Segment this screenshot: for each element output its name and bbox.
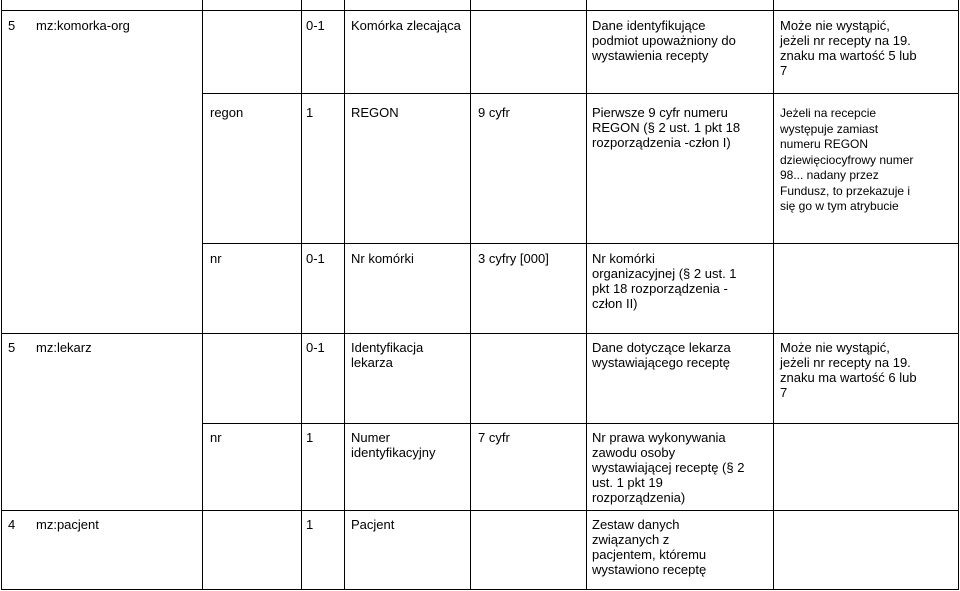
description-cell: Nr komórki organizacyjnej (§ 2 ust. 1 pkt 18 rozporządzenia -człon II) bbox=[592, 251, 737, 311]
grid-line bbox=[773, 10, 774, 93]
level-cell: 4 bbox=[8, 517, 16, 532]
grid-line bbox=[301, 333, 302, 423]
format-cell: 7 cyfr bbox=[478, 430, 510, 445]
grid-line bbox=[202, 423, 959, 424]
grid-line bbox=[301, 93, 302, 333]
grid-line bbox=[586, 423, 587, 510]
grid-line bbox=[1, 333, 959, 334]
grid-line bbox=[301, 0, 302, 10]
grid-line bbox=[470, 423, 471, 510]
format-cell: 3 cyfry [000] bbox=[478, 251, 549, 266]
grid-line bbox=[1, 10, 2, 590]
grid-line bbox=[202, 93, 959, 94]
grid-line bbox=[202, 510, 203, 590]
grid-line bbox=[1, 589, 959, 590]
grid-line bbox=[344, 423, 345, 510]
element-name-cell: nr bbox=[210, 251, 222, 266]
multiplicity-cell: 0-1 bbox=[306, 340, 325, 355]
note-cell: Może nie wystąpić, jeżeli nr recepty na 19. znaku ma wartość 5 lub 7 bbox=[780, 18, 917, 78]
grid-line bbox=[202, 423, 203, 510]
grid-line bbox=[344, 0, 345, 10]
label-cell: Numer identyfikacyjny bbox=[351, 430, 436, 460]
grid-line bbox=[958, 0, 959, 10]
grid-line bbox=[1, 0, 2, 10]
multiplicity-cell: 0-1 bbox=[306, 251, 325, 266]
description-cell: Pierwsze 9 cyfr numeru REGON (§ 2 ust. 1 pkt 18 rozporządzenia -człon I) bbox=[592, 105, 741, 150]
label-cell: Pacjent bbox=[351, 517, 395, 532]
grid-line bbox=[202, 10, 203, 93]
label-cell: REGON bbox=[351, 105, 399, 120]
grid-line bbox=[773, 93, 774, 333]
description-cell: Nr prawa wykonywania zawodu osoby wystawiającej receptę (§ 2 ust. 1 pkt 19 rozporządzenia) bbox=[592, 430, 745, 505]
element-name-cell: mz:komorka-org bbox=[36, 18, 130, 33]
grid-line bbox=[470, 333, 471, 423]
level-cell: 5 bbox=[8, 18, 16, 33]
multiplicity-cell: 0-1 bbox=[306, 18, 325, 33]
level-cell: 5 bbox=[8, 340, 16, 355]
grid-line bbox=[1, 10, 959, 11]
grid-line bbox=[344, 93, 345, 333]
grid-line bbox=[202, 93, 203, 333]
grid-line bbox=[1, 510, 959, 511]
description-cell: Zestaw danych związanych z pacjentem, któremu wystawiono receptę bbox=[592, 517, 707, 577]
grid-line bbox=[202, 243, 959, 244]
grid-line bbox=[344, 333, 345, 423]
element-name-cell: nr bbox=[210, 430, 222, 445]
multiplicity-cell: 1 bbox=[306, 430, 314, 445]
grid-line bbox=[301, 10, 302, 93]
grid-line bbox=[773, 333, 774, 423]
grid-line bbox=[773, 423, 774, 510]
note-cell: Jeżeli na recepcie występuje zamiast numeru REGON dziewięciocyfrowy numer 98... nadany przez Fundusz, to przekazuje i się go w tym atrybucie bbox=[780, 106, 914, 213]
label-cell: Identyfikacja lekarza bbox=[351, 340, 424, 370]
element-name-cell: mz:pacjent bbox=[36, 517, 99, 532]
grid-line bbox=[470, 510, 471, 590]
grid-line bbox=[344, 510, 345, 590]
label-cell: Komórka zlecająca bbox=[351, 18, 461, 33]
multiplicity-cell: 1 bbox=[306, 517, 314, 532]
grid-line bbox=[586, 0, 587, 10]
grid-line bbox=[773, 510, 774, 590]
grid-line bbox=[586, 333, 587, 423]
grid-line bbox=[773, 0, 774, 10]
grid-line bbox=[301, 423, 302, 510]
label-cell: Nr komórki bbox=[351, 251, 414, 266]
element-name-cell: regon bbox=[210, 105, 244, 120]
grid-line bbox=[470, 0, 471, 10]
format-cell: 9 cyfr bbox=[478, 105, 510, 120]
description-cell: Dane identyfikujące podmiot upoważniony do wystawienia recepty bbox=[592, 18, 736, 63]
grid-line bbox=[202, 333, 203, 423]
element-name-cell: mz:lekarz bbox=[36, 340, 92, 355]
grid-line bbox=[344, 10, 345, 93]
description-cell: Dane dotyczące lekarza wystawiającego receptę bbox=[592, 340, 731, 370]
grid-line bbox=[470, 93, 471, 333]
grid-line bbox=[586, 510, 587, 590]
grid-line bbox=[958, 10, 959, 590]
multiplicity-cell: 1 bbox=[306, 105, 314, 120]
grid-line bbox=[586, 93, 587, 333]
grid-line bbox=[301, 510, 302, 590]
grid-line bbox=[202, 0, 203, 10]
note-cell: Może nie wystąpić, jeżeli nr recepty na 19. znaku ma wartość 6 lub 7 bbox=[780, 340, 917, 400]
